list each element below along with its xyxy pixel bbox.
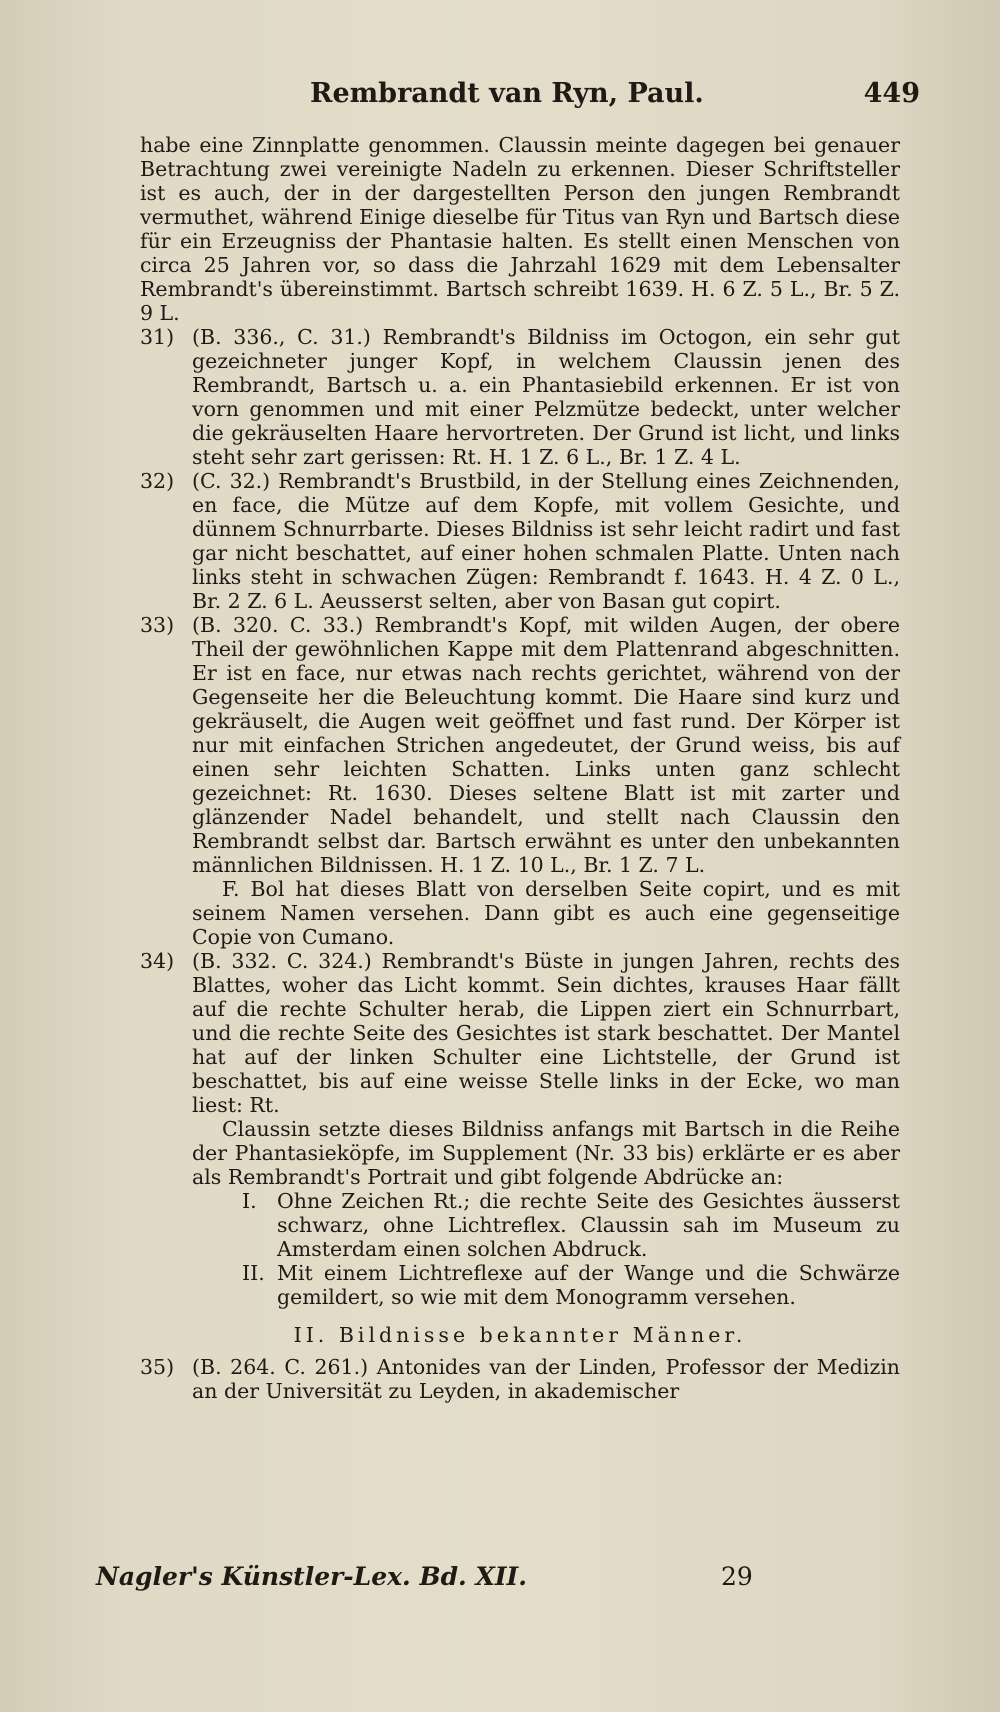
- entry-text: (B. 264. C. 261.) Antonides van der Linden, Professor der Medizin an der Universität zu Leyden, in akademischer: [192, 1355, 900, 1403]
- section-heading: II. Bildnisse bekannter Männer.: [293, 1323, 747, 1347]
- entry-number: 31): [140, 325, 175, 349]
- page-footer: [96, 1562, 920, 1591]
- entry-text: (B. 332. C. 324.) Rembrandt's Büste in jungen Jahren, rechts des Blattes, woher das Licht kommt. Sein dichtes, krauses Haar fällt auf die rechte Schulter herab, die Lippen ziert ein Schnurrbart, und die rechte Seite des Gesichtes ist stark beschattet. Der Mantel hat auf der linken Schulter eine Lichtstelle, der Grund ist beschattet, bis auf eine weisse Stelle links in der Ecke, wo man liest: Rt.: [192, 949, 900, 1117]
- impression-state-1: [242, 1189, 900, 1261]
- entry-number: 32): [140, 469, 175, 493]
- running-title: Rembrandt van Ryn, Paul.: [310, 78, 704, 109]
- catalog-entry-32: [140, 469, 900, 613]
- signature-line: Nagler's Künstler-Lex. Bd. XII.: [96, 1562, 527, 1591]
- entry-text: (B. 320. C. 33.) Rembrandt's Kopf, mit wilden Augen, der obere Theil der gewöhnlichen Kappe mit dem Plattenrand abgeschnitten. Er ist en face, nur etwas nach rechts gerichtet, während von der Gegenseite her die Beleuchtung kommt. Die Haare sind kurz und gekräuselt, die Augen weit geöffnet und fast rund. Der Körper ist nur mit einfachen Strichen angedeutet, der Grund weiss, bis auf einen sehr leichten Schatten. Links unten ganz schlecht gezeichnet: Rt. 1630. Dieses seltene Blatt ist mit zarter und glänzender Nadel behandelt, und stellt nach Claussin den Rembrandt selbst dar. Bartsch erwähnt es unter den unbekannten männlichen Bildnissen. H. 1 Z. 10 L., Br. 1 Z. 7 L.: [192, 613, 900, 877]
- catalog-entry-34: [140, 949, 900, 1309]
- entry-continuation: Claussin setzte dieses Bildniss anfangs mit Bartsch in die Reihe der Phantasieköpfe, im Supplement (Nr. 33 bis) erklärte er es aber als Rembrandt's Portrait und gibt folgende Abdrücke an:: [192, 1117, 900, 1189]
- intro-paragraph: habe eine Zinnplatte genommen. Claussin meinte dagegen bei genauer Betrachtung zwei vereinigte Nadeln zu erkennen. Dieser Schriftsteller ist es auch, der in der dargestellten Person den jungen Rembrandt vermuthet, während Einige dieselbe für Titus van Ryn und Bartsch diese für ein Erzeugniss der Phantasie halten. Es stellt einen Menschen von circa 25 Jahren vor, so dass die Jahrzahl 1629 mit dem Lebensalter Rembrandt's übereinstimmt. Bartsch schreibt 1639. H. 6 Z. 5 L., Br. 5 Z. 9 L.: [140, 133, 900, 325]
- catalog-entry-35: [140, 1355, 900, 1403]
- catalog-entry-33: [140, 613, 900, 949]
- body-text: [140, 133, 900, 1403]
- entry-text: (B. 336., C. 31.) Rembrandt's Bildniss im Octogon, ein sehr gut gezeichneter junger Kopf, in welchem Claussin jenen des Rembrandt, Bartsch u. a. ein Phantasiebild erkennen. Er ist von vorn genommen und mit einer Pelzmütze bedeckt, unter welcher die gekräuselten Haare hervortreten. Der Grund ist licht, und links steht sehr zart gerissen: Rt. H. 1 Z. 6 L., Br. 1 Z. 4 L.: [192, 325, 900, 469]
- state-numeral: I.: [242, 1189, 257, 1213]
- catalog-entry-31: [140, 325, 900, 469]
- impression-states: [192, 1189, 900, 1309]
- state-numeral: II.: [242, 1261, 265, 1285]
- state-text: Ohne Zeichen Rt.; die rechte Seite des Gesichtes äusserst schwarz, ohne Lichtreflex. Claussin sah im Museum zu Amsterdam einen solchen Abdruck.: [277, 1189, 900, 1261]
- entry-text: (C. 32.) Rembrandt's Brustbild, in der Stellung eines Zeichnenden, en face, die Mütze auf dem Kopfe, mit vollem Gesichte, und dünnem Schnurrbarte. Dieses Bildniss ist sehr leicht radirt und fast gar nicht beschattet, auf einer hohen schmalen Platte. Unten nach links steht in schwachen Zügen: Rembrandt f. 1643. H. 4 Z. 0 L., Br. 2 Z. 6 L. Aeusserst selten, aber von Basan gut copirt.: [192, 469, 900, 613]
- entry-number: 33): [140, 613, 175, 637]
- entry-number: 34): [140, 949, 175, 973]
- running-header: [160, 78, 920, 118]
- entry-number: 35): [140, 1355, 175, 1379]
- page-number: 449: [863, 78, 920, 109]
- entry-continuation: F. Bol hat dieses Blatt von derselben Seite copirt, und es mit seinem Namen versehen. Dann gibt es auch eine gegenseitige Copie von Cumano.: [192, 877, 900, 949]
- state-text: Mit einem Lichtreflexe auf der Wange und die Schwärze gemildert, so wie mit dem Monogramm versehen.: [277, 1261, 900, 1309]
- signature-number: 29: [721, 1562, 753, 1591]
- impression-state-2: [242, 1261, 900, 1309]
